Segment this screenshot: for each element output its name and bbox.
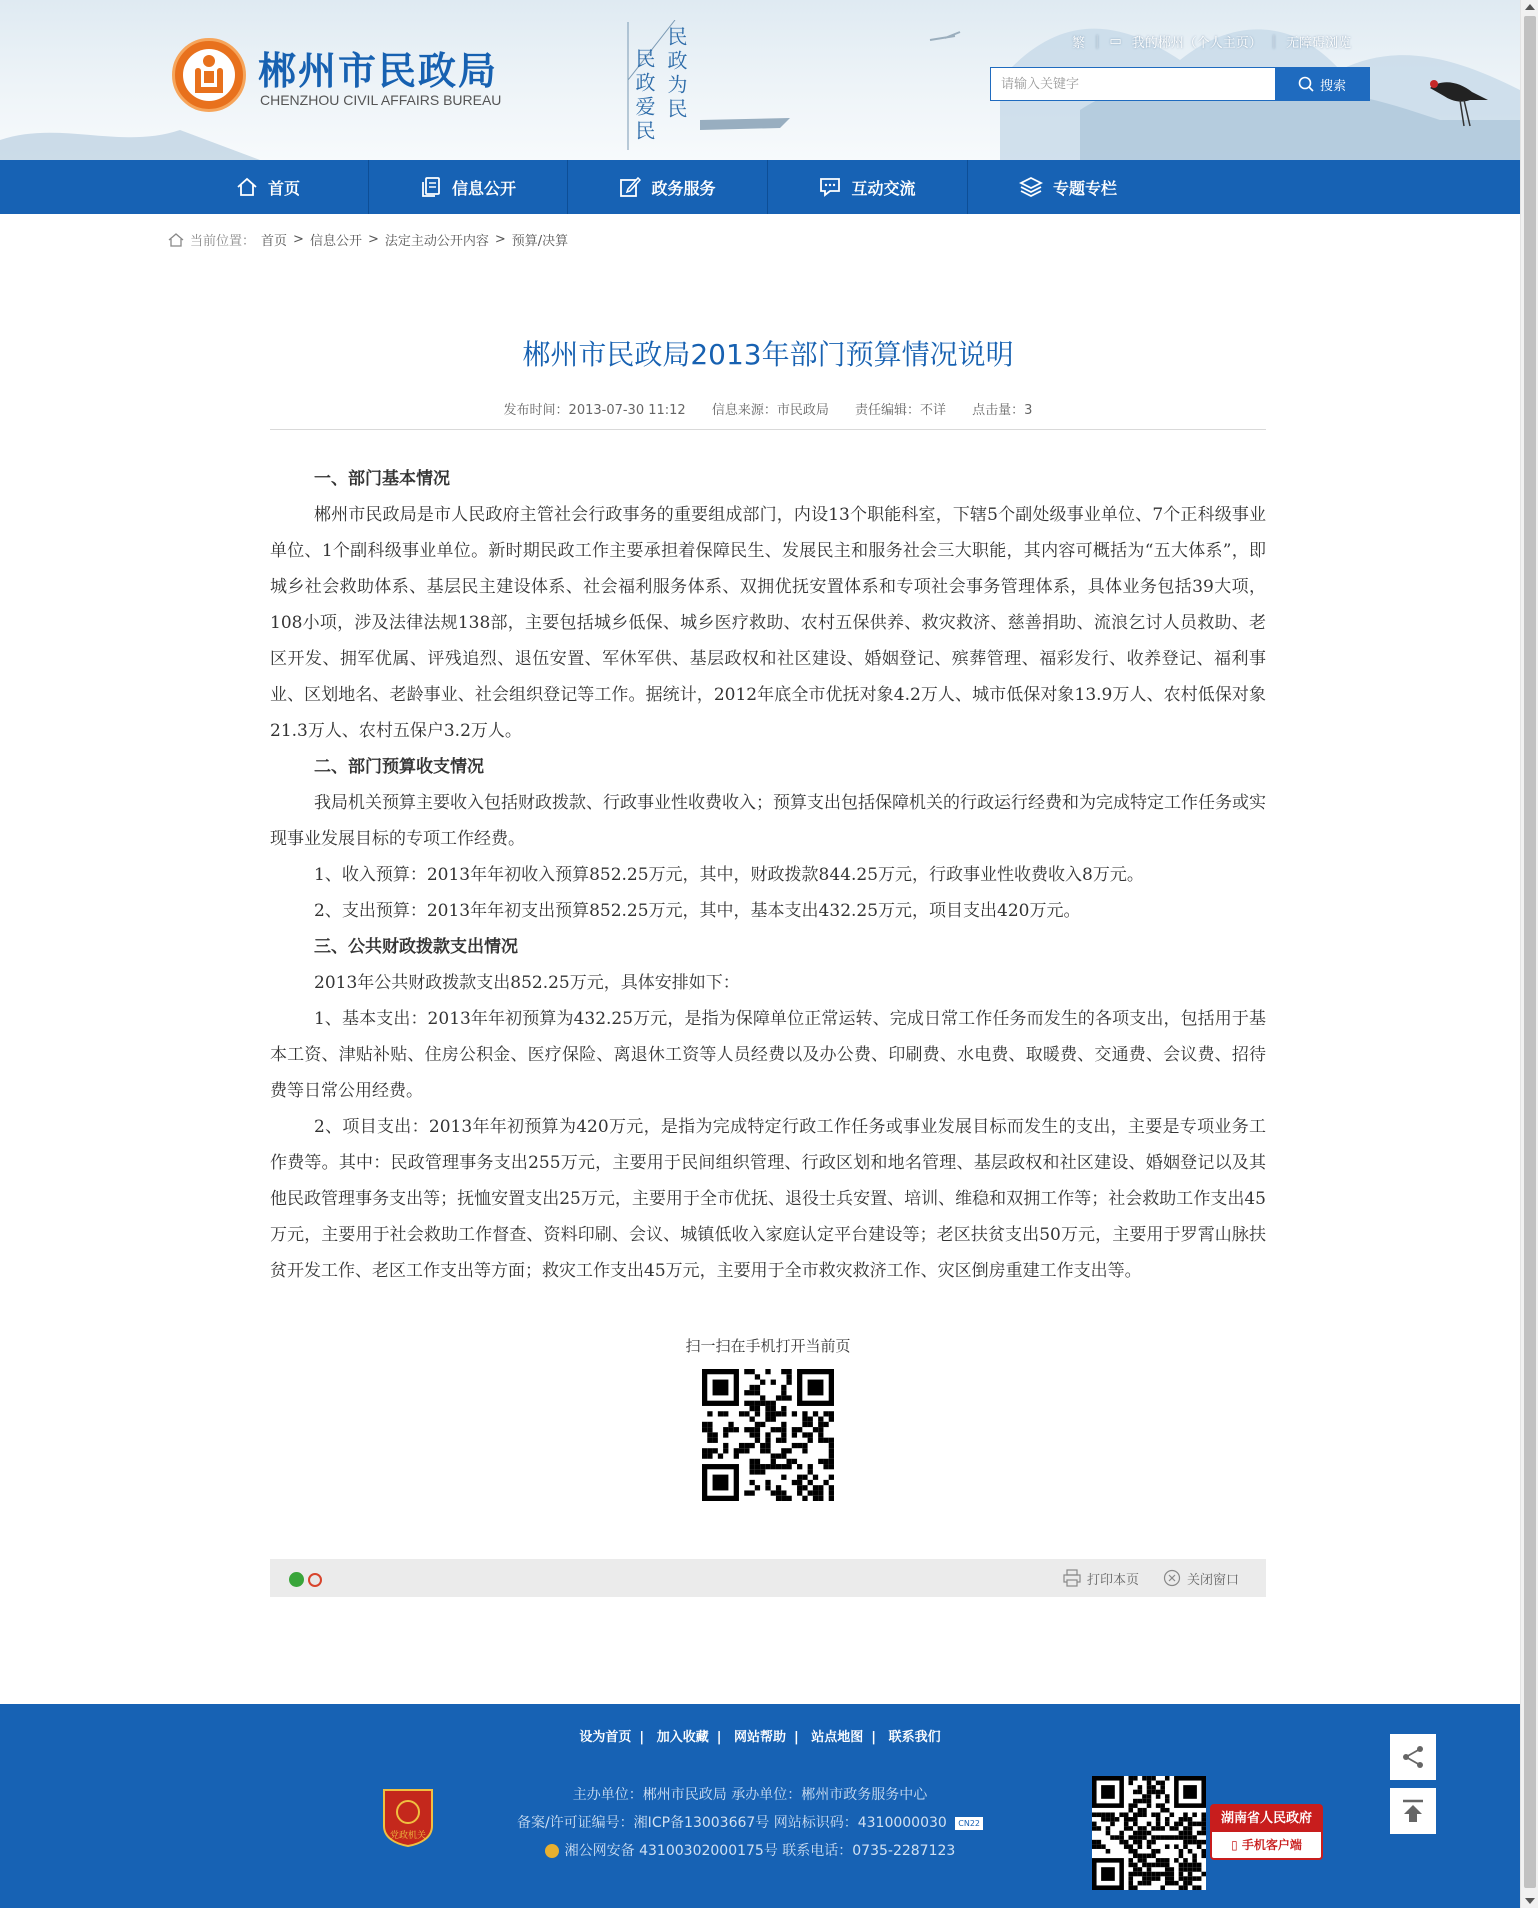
nav-item-info-disclosure[interactable] [369, 160, 567, 214]
police-badge-icon [545, 1844, 559, 1858]
home-icon [168, 232, 184, 248]
search-input[interactable] [991, 68, 1275, 100]
close-label: 关闭窗口 [1187, 1572, 1240, 1588]
main-nav [0, 160, 1520, 214]
slogan-right: 民政为民 [664, 26, 688, 122]
printer-icon [1063, 1569, 1081, 1587]
paragraph: 我局机关预算主要收入包括财政拨款、行政事业性收费收入；预算支出包括保障机关的行政运行经费和为完成特定工作任务或实现事业发展目标的专项工作经费。 [270, 793, 1266, 849]
share-icon [1400, 1744, 1426, 1770]
my-chenzhou-link[interactable]: 我的郴州（个人主页） [1131, 36, 1262, 51]
divider [270, 429, 1266, 430]
share-float-button[interactable] [1390, 1734, 1436, 1780]
nav-label: 专题专栏 [1052, 178, 1117, 198]
article-meta [270, 399, 1266, 418]
app-qr-code-icon [1092, 1776, 1206, 1890]
share-bar [270, 1559, 1266, 1597]
nav-label: 互动交流 [851, 178, 916, 198]
nav-label: 首页 [267, 178, 300, 198]
gov-badge-title: 湖南省人民政府 [1212, 1806, 1321, 1832]
view-count: 点击量：3 [972, 403, 1033, 418]
hunan-gov-app-badge[interactable] [1210, 1804, 1323, 1860]
party-gov-emblem[interactable] [380, 1786, 436, 1848]
emblem-text: 党政机关 [389, 1831, 427, 1841]
site-footer [0, 1704, 1520, 1908]
crane-icon [1420, 70, 1500, 130]
close-window-button[interactable] [1163, 1559, 1239, 1597]
paragraph: 1、收入预算：2013年年初收入预算852.25万元，其中，财政拨款844.25万元，行政事业性收费收入8万元。 [314, 865, 1144, 885]
scroll-up-icon[interactable] [1525, 4, 1535, 10]
footer-police-info [470, 1840, 1030, 1860]
section-heading: 三、公共财政拨款支出情况 [314, 937, 518, 957]
logo-emblem[interactable] [172, 38, 246, 112]
edit-icon [619, 176, 641, 198]
breadcrumb-item-home[interactable]: 首页 [261, 234, 288, 249]
weibo-icon[interactable] [308, 1573, 322, 1587]
gov-badge-subtitle: ▯ 手机客户端 [1231, 1838, 1302, 1852]
nav-label: 政务服务 [651, 178, 716, 198]
paragraph: 1、基本支出：2013年年初预算为432.25万元，是指为保障单位正常运转、完成日常工作任务而发生的各项支出，包括用于基本工资、津贴补贴、住房公积金、医疗保险、离退休工资等人员经费以及办公费、印刷费、水电费、取暖费、交通费、会议费、招待费等日常公用经费。 [270, 1009, 1266, 1101]
nav-item-gov-services[interactable] [568, 160, 767, 214]
site-header [0, 0, 1520, 160]
nav-label: 信息公开 [451, 178, 516, 198]
footer-host-info: 主办单位：郴州市民政局 承办单位：郴州市政务服务中心 [572, 1787, 928, 1803]
publish-time: 发布时间：2013-07-30 11:12 [503, 403, 686, 418]
breadcrumb-item-info[interactable]: 信息公开 [309, 234, 362, 249]
vertical-scrollbar[interactable] [1520, 0, 1538, 1908]
breadcrumb-prefix: 当前位置： [190, 234, 256, 249]
paragraph: 2、支出预算：2013年年初支出预算852.25万元，其中，基本支出432.25万元，项目支出420万元。 [314, 901, 1081, 921]
page-title: 郴州市民政局2013年部门预算情况说明 [522, 338, 1014, 371]
site-subtitle: CHENZHOU CIVIL AFFAIRS BUREAU [260, 92, 502, 108]
section-heading: 一、部门基本情况 [314, 469, 450, 489]
print-label: 打印本页 [1087, 1572, 1140, 1588]
section-heading: 二、部门预算收支情况 [314, 757, 484, 777]
paragraph: 2013年公共财政拨款支出852.25万元，具体安排如下： [314, 973, 740, 993]
layers-icon [1019, 176, 1043, 198]
site-title: 郴州市民政局 [258, 49, 499, 93]
monitor-icon: ▭ [1109, 34, 1122, 49]
chat-icon [819, 176, 841, 198]
article-body [270, 461, 1266, 1289]
breadcrumb-item-budget[interactable]: 预算/决算 [511, 234, 569, 249]
arrow-up-icon [1400, 1798, 1426, 1824]
document-icon [420, 176, 442, 198]
qr-label: 扫一扫在手机打开当前页 [685, 1337, 851, 1355]
nav-item-home[interactable] [168, 160, 368, 214]
accessibility-link[interactable]: 无障碍浏览 [1286, 36, 1352, 51]
nav-item-special-topics[interactable] [968, 160, 1168, 214]
footer-links: 设为首页 | 加入收藏 | 网站帮助 | 站点地图 | 联系我们 [579, 1730, 941, 1745]
footer-icp-info [470, 1812, 1030, 1832]
scroll-down-icon[interactable] [1525, 1898, 1535, 1904]
footer-link-contact[interactable]: 联系我们 [888, 1730, 941, 1745]
print-button[interactable] [1063, 1559, 1139, 1597]
search-box [990, 67, 1370, 101]
footer-icp-text: 备案/许可证编号：湘ICP备13003667号 网站标识码：4310000030 [516, 1815, 947, 1831]
wechat-icon[interactable] [289, 1572, 304, 1587]
ch22-badge: CN22 [955, 1817, 983, 1830]
top-links: 繁 | ▭ 我的郴州（个人主页） | 无障碍浏览 [1072, 34, 1352, 51]
breadcrumb: 当前位置： 首页 > 信息公开 > 法定主动公开内容 > 预算/决算 [168, 230, 568, 249]
footer-link-sitemap[interactable]: 站点地图 [811, 1730, 864, 1745]
search-button[interactable] [1275, 68, 1369, 100]
slogan-left: 民政爱民 [632, 48, 656, 144]
slogan [620, 20, 700, 160]
close-icon [1163, 1569, 1181, 1587]
footer-link-help[interactable]: 网站帮助 [733, 1730, 786, 1745]
traditional-chinese-link[interactable]: 繁 [1072, 36, 1086, 51]
paragraph: 2、项目支出：2013年年初预算为420万元，是指为完成特定行政工作任务或事业发展目标而发生的支出，主要是专项业务工作费等。其中：民政管理事务支出255万元，主要用于民间组织管理、行政区划和地名管理、基层政权和社区建设、婚姻登记以及其他民政管理事务支出等；抚恤安置支出25万元，主要用于全市优抚、退役士兵安置、培训、维稳和双拥工作等；社会救助工作支出45万元，主要用于社会救助工作督查、资料印刷、会议、城镇低收入家庭认定平台建设等；老区扶贫支出50万元，主要用于罗霄山脉扶贫开发工作、老区工作支出等方面；救灾工作支出45万元，主要用于全市救灾救济工作、灾区倒房重建工作支出等。 [270, 1117, 1266, 1281]
footer-link-set-home[interactable]: 设为首页 [579, 1730, 632, 1745]
footer-link-favorite[interactable]: 加入收藏 [656, 1730, 709, 1745]
nav-item-interaction[interactable] [768, 160, 967, 214]
qr-code-icon [702, 1369, 834, 1501]
scrollbar-thumb[interactable] [1524, 16, 1536, 1888]
logo-icon [175, 41, 243, 109]
breadcrumb-item-legal[interactable]: 法定主动公开内容 [384, 234, 489, 249]
editor: 责任编辑：不详 [855, 403, 947, 418]
back-to-top-button[interactable] [1390, 1788, 1436, 1834]
emblem-icon [380, 1786, 436, 1848]
footer-police-text: 湘公网安备 43100302000175号 联系电话：0735-2287123 [564, 1843, 956, 1859]
search-button-label: 搜索 [1319, 78, 1346, 94]
paragraph: 郴州市民政局是市人民政府主管社会行政事务的重要组成部门，内设13个职能科室，下辖5个副处级事业单位、7个正科级事业单位、1个副科级事业单位。新时期民政工作主要承担着保障民生、发展民主和服务社会三大职能，其内容可概括为“五大体系”，即城乡社会救助体系、基层民主建设体系、社会福利服务体系、双拥优抚安置体系和专项社会事务管理体系，具体业务包括39大项，108小项，涉及法律法规138部，主要包括城乡低保、城乡医疗救助、农村五保供养、救灾救济、慈善捐助、流浪乞讨人员救助、老区开发、拥军优属、评残追烈、退伍安置、军休军供、基层政权和社区建设、婚姻登记、殡葬管理、福彩发行、收养登记、福利事业、区划地名、老龄事业、社会组织登记等工作。据统计，2012年底全市优抚对象4.2万人、城市低保对象13.9万人、农村低保对象21.3万人、农村五保户3.2万人。 [270, 505, 1266, 741]
info-source: 信息来源：市民政局 [711, 403, 829, 418]
home-icon [236, 176, 258, 198]
search-icon [1298, 76, 1314, 92]
